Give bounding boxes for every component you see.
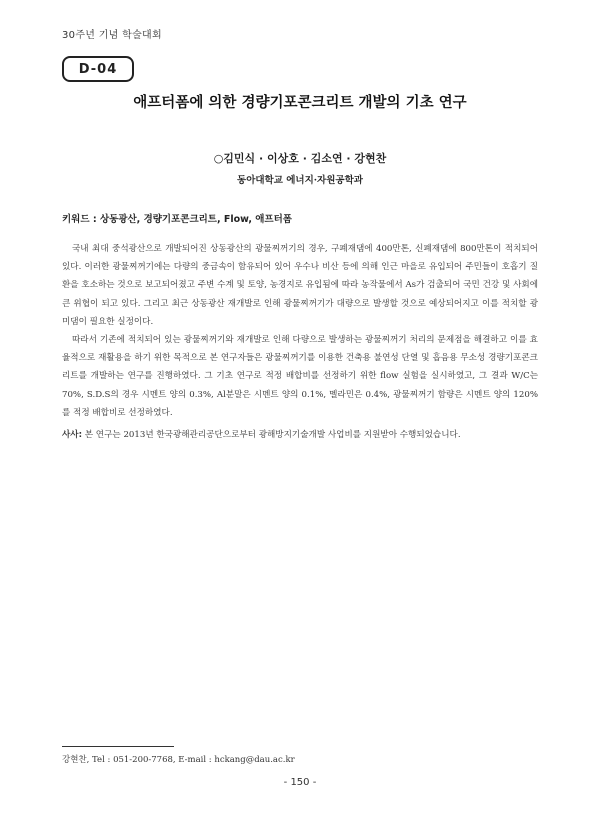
acknowledgement <box>62 426 538 444</box>
author-list: ○김민식 · 이상호 · 김소연 · 강현찬 <box>213 152 387 165</box>
page-number: - 150 - <box>283 777 317 788</box>
footnote-divider <box>62 746 174 747</box>
paper-title: 애프터폼에 의한 경량기포콘크리트 개발의 기초 연구 <box>133 95 467 111</box>
acknowledgement-text: 본 연구는 2013년 한국광해관리공단으로부터 광해방지기술개발 사업비를 지원받아 수행되었습니다. <box>82 430 461 440</box>
footnote-contact: 강현찬, Tel : 051-200-7768, E-mail : hckang@dau.ac.kr <box>62 755 295 765</box>
keywords-line: 키워드 : 상동광산, 경량기포콘크리트, Flow, 애프터폼 <box>62 214 292 225</box>
running-header: 30주년 기념 학술대회 <box>62 30 162 41</box>
abstract-paragraph-1: 국내 최대 중석광산으로 개발되어진 상동광산의 광물찌꺼기의 경우, 구폐재댐에 400만톤, 신폐재댐에 800만톤이 적치되어 있다. 이러한 광물찌꺼기에는 다량의 중금속이 함유되어 있어 우수나 비산 등에 의해 인근 마을로 유입되어 주민들이 호흡기 질환을 호소하는 것으로 보고되어졌고 주변 수계 및 토양, 농경지로 유입됨에 따라 농작물에서 As가 검출되어 국민 건강 및 사회에 큰 위협이 되고 있다. 그리고 최근 상동광산 재개발로 인해 광물찌꺼기가 대량으로 발생할 것으로 예상되어지고 이를 적치할 광미댐이 필요한 실정이다. <box>62 244 538 327</box>
abstract-paragraph-2: 따라서 기존에 적치되어 있는 광물찌꺼기와 재개발로 인해 다량으로 발생하는 광물찌꺼기 처리의 문제점을 해결하고 이를 효율적으로 재활용을 하기 위한 목적으로 본 연구자들은 광물찌꺼기를 이용한 건축용 불연성 단열 및 흡음용 무소성 경량기포콘크리트를 개발하는 연구를 진행하였다. 그 기초 연구로 적정 배합비를 선정하기 위한 flow 실험을 실시하였고, 그 결과 W/C는 70%, S.D.S의 경우 시멘트 양의 0.3%, Al분말은 시멘트 양의 0.1%, 멜라민은 0.4%, 광물찌꺼기 함량은 시멘트 양의 120%를 적정 배합비로 선정하였다. <box>62 335 538 418</box>
abstract-body <box>62 240 538 422</box>
author-affiliation: 동아대학교 에너지·자원공학과 <box>237 175 363 186</box>
acknowledgement-label: 사사: <box>62 430 83 440</box>
paper-code-badge: D-04 <box>62 56 134 82</box>
